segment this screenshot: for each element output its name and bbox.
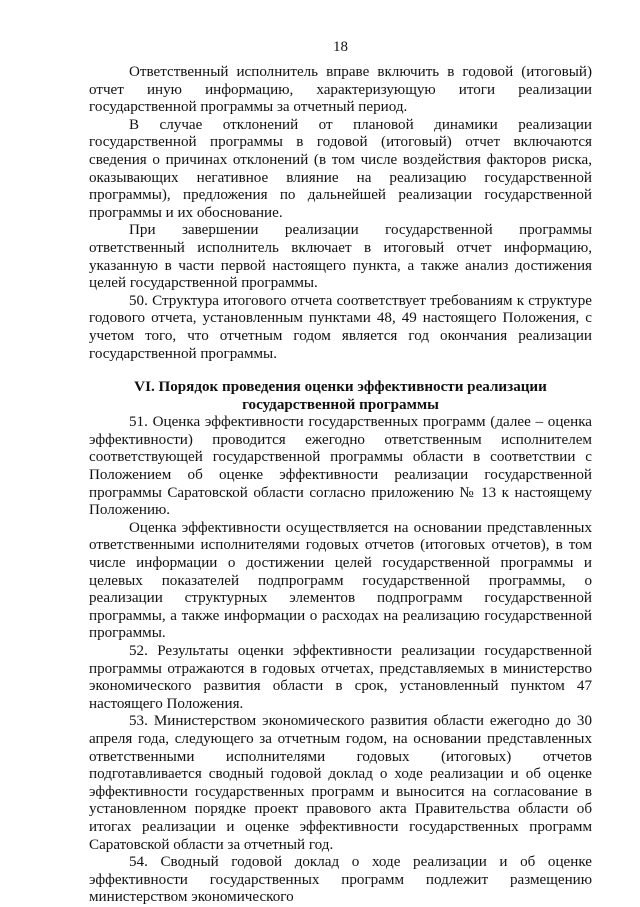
document-body [89, 64, 592, 907]
section-heading: VI. Порядок проведения оценки эффективности реализации государственной программы [134, 379, 547, 413]
paragraph-51: 51. Оценка эффективности государственных программ (далее – оценка эффективности) проводится ежегодно ответственным исполнителем соответствующей государственной программы области в соответствии с Положением об оценке эффективности реализации государственной программы Саратовской области согласно приложению № 13 к настоящему Положению. [89, 414, 592, 519]
paragraph-52: 52. Результаты оценки эффективности реализации государственной программы отражаются в годовых отчетах, представляемых в министерство экономического развития области в срок, установленный пунктом 47 настоящего Положения. [89, 643, 592, 712]
page-number: 18 [333, 39, 348, 55]
paragraph-deviations: В случае отклонений от плановой динамики реализации государственной программы в годовой (итоговый) отчет включаются сведения о причинах отклонений (в том числе воздействия факторов риска, оказывающих негативное влияние на реализацию государственной программы), предложения по дальнейшей реализации государственной программы и их обоснование. [89, 116, 592, 221]
paragraph-53: 53. Министерством экономического развития области ежегодно до 30 апреля года, следующего за отчетным годом, на основании представленных ответственными исполнителями годовых (итоговых) отчетов подготавливается сводный годовой доклад о ходе реализации и об оценке эффективности государственных программ и выносится на согласование в установленном порядке проект правового акта Правительства области об итогах реализации и оценке эффективности государственных программ Саратовской области за отчетный год. [89, 713, 592, 853]
paragraph-completion: При завершении реализации государственной программы ответственный исполнитель включает в итоговый отчет информацию, указанную в части первой настоящего пункта, а также анализ достижения целей государственной программы. [89, 222, 592, 292]
paragraph-50: 50. Структура итогового отчета соответствует требованиям к структуре годового отчета, установленным пунктами 48, 49 настоящего Положения, с учетом того, что отчетным годом является год окончания реализации государственной программы. [89, 292, 592, 362]
paragraph-54: 54. Сводный годовой доклад о ходе реализации и об оценке эффективности государственных программ подлежит размещению министерством экономического [89, 854, 592, 906]
paragraph-evaluation-basis: Оценка эффективности осуществляется на основании представленных ответственными исполнителями годовых отчетов (итоговых отчетов), в том числе информации о достижении целей государственной программы и целевых показателей подпрограмм государственной программы, о реализации структурных элементов подпрограмм государственной программы, а также информации о расходах на реализацию государственной программы. [89, 519, 592, 642]
paragraph-additional-info: Ответственный исполнитель вправе включить в годовой (итоговый) отчет иную информацию, характеризующую итоги реализации государственной программы за отчетный период. [89, 64, 592, 116]
